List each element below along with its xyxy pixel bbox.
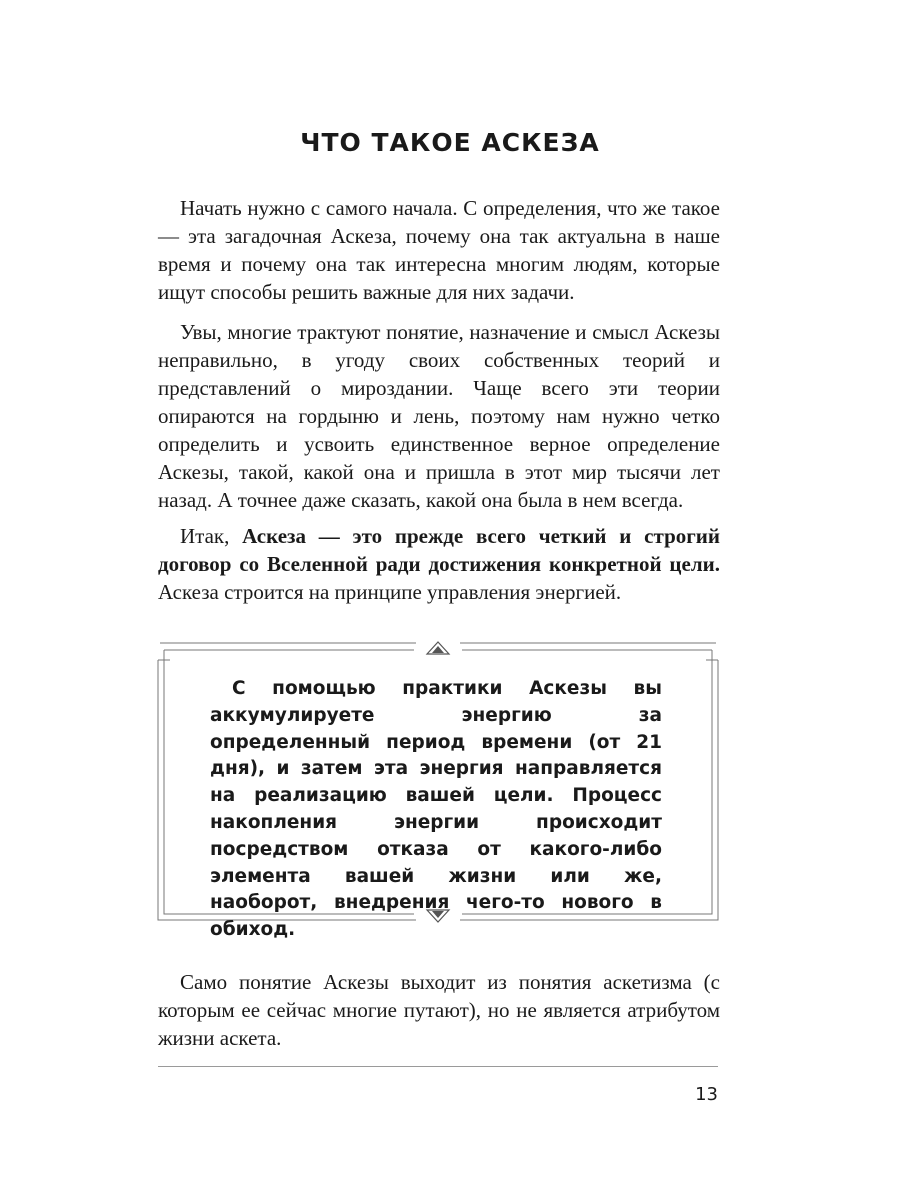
definition-rest: Аскеза строится на принципе управления энергией. (158, 580, 622, 604)
paragraph-intro: Начать нужно с самого начала. С определения, что же такое — эта загадочная Аскеза, почему она так актуальна в наше время и почему она так интересна многим людям, которые ищут способы решить важные для них задачи. (158, 196, 720, 304)
page-number: 13 (695, 1084, 718, 1105)
paragraph-asceticism: Само понятие Аскезы выходит из понятия аскетизма (с которым ее сейчас многие путают), но не является атрибутом жизни аскета. (158, 970, 720, 1050)
definition-intro: Итак, (180, 524, 243, 548)
top-ornament-icon (427, 642, 449, 654)
callout-text: С помощью практики Аскезы вы аккумулируете энергию за определенный период времени (от 21 дня), и затем эта энергия направляется на реализацию вашей цели. Процесс накопления энергии происходит посредством отказа от какого-либо элемента вашей жизни или же, наоборот, внедрения чего-то нового в обиход. (210, 678, 662, 941)
page-title: ЧТО ТАКОЕ АСКЕЗА (300, 128, 600, 157)
paragraph-misconceptions: Увы, многие трактуют понятие, назначение и смысл Аскезы неправильно, в угоду своих собственных теорий и представлений о мироздании. Чаще всего эти теории опираются на гордыню и лень, поэтому нам нужно четко определить и усвоить единственное верное определение Аскезы, такой, какой она и пришла в этот мир тысячи лет назад. А точнее даже сказать, какой она была в нем всегда. (158, 320, 720, 512)
definition-bold: Аскеза — это прежде всего четкий и строгий договор со Вселенной ради достижения конкретной цели. (158, 524, 720, 576)
footer-divider (158, 1066, 718, 1067)
paragraph-definition (158, 522, 720, 606)
